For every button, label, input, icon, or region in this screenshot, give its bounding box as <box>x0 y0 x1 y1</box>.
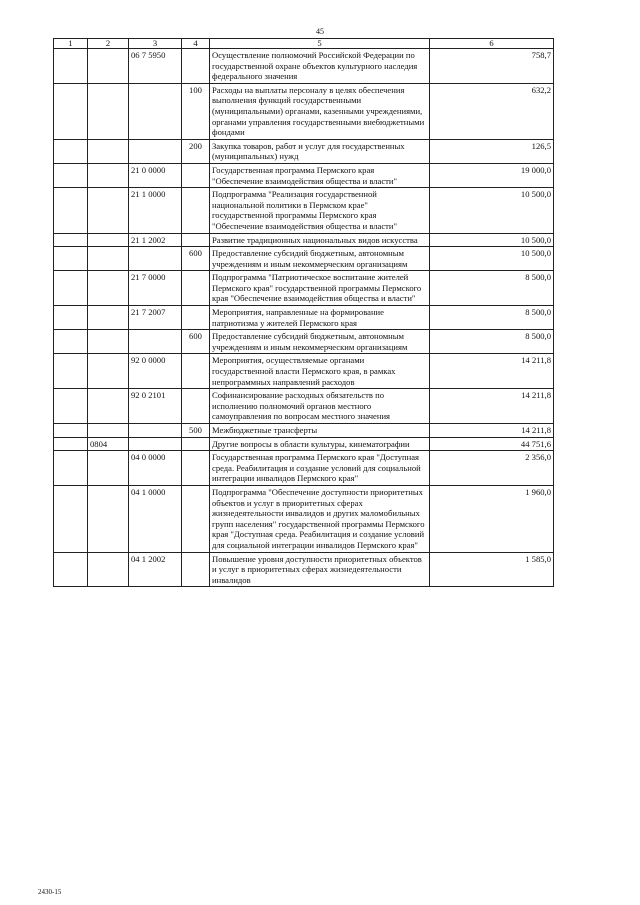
cell-c2 <box>88 139 129 163</box>
cell-c1 <box>54 233 88 247</box>
table-row <box>54 437 554 451</box>
cell-amount: 8 500,0 <box>430 330 554 354</box>
cell-description: Государственная программа Пермского края "Обеспечение взаимодействия общества и власти" <box>210 163 430 187</box>
cell-amount: 8 500,0 <box>430 306 554 330</box>
cell-target-article: 92 0 2101 <box>129 389 182 424</box>
table-row <box>54 139 554 163</box>
cell-c1 <box>54 330 88 354</box>
cell-c1 <box>54 424 88 438</box>
cell-expense-type <box>182 451 210 486</box>
table-row <box>54 271 554 306</box>
cell-c2 <box>88 163 129 187</box>
cell-expense-type <box>182 354 210 389</box>
cell-target-article <box>129 247 182 271</box>
cell-amount: 44 751,6 <box>430 437 554 451</box>
cell-expense-type <box>182 306 210 330</box>
cell-c2 <box>88 424 129 438</box>
page-number: 45 <box>316 27 324 36</box>
cell-target-article: 04 1 2002 <box>129 552 182 587</box>
document-code: 2430-15 <box>38 888 62 896</box>
cell-description: Предоставление субсидий бюджетным, автономным учреждениям и иным некоммерческим организациям <box>210 247 430 271</box>
cell-c1 <box>54 552 88 587</box>
cell-expense-type <box>182 49 210 84</box>
cell-amount: 1 960,0 <box>430 485 554 552</box>
cell-description: Подпрограмма "Обеспечение доступности приоритетных объектов и услуг в приоритетных сферах жизнедеятельности инвалидов и других маломобильных групп населения" государственной программы Пермского края "Доступная среда. Реабилитация и создание условий для социальной интеграции инвалидов Пермского края" <box>210 485 430 552</box>
cell-expense-type <box>182 163 210 187</box>
table-row <box>54 485 554 552</box>
cell-description: Софинансирование расходных обязательств по исполнению полномочий органов местного самоуправления по вопросам местного значения <box>210 389 430 424</box>
cell-amount: 14 211,8 <box>430 424 554 438</box>
cell-c2 <box>88 188 129 233</box>
table-row <box>54 83 554 139</box>
cell-expense-type <box>182 233 210 247</box>
cell-expense-type <box>182 389 210 424</box>
cell-c1 <box>54 306 88 330</box>
cell-expense-type: 200 <box>182 139 210 163</box>
cell-expense-type <box>182 485 210 552</box>
cell-amount: 14 211,8 <box>430 389 554 424</box>
budget-table <box>53 38 554 587</box>
cell-c2 <box>88 233 129 247</box>
cell-target-article <box>129 330 182 354</box>
cell-c2 <box>88 49 129 84</box>
cell-c1 <box>54 163 88 187</box>
cell-c1 <box>54 389 88 424</box>
table-row <box>54 424 554 438</box>
cell-amount: 10 500,0 <box>430 233 554 247</box>
table-header-row <box>54 39 554 49</box>
column-header: 5 <box>210 39 430 49</box>
cell-c2 <box>88 485 129 552</box>
cell-expense-type: 100 <box>182 83 210 139</box>
cell-c1 <box>54 139 88 163</box>
cell-amount: 126,5 <box>430 139 554 163</box>
cell-target-article <box>129 424 182 438</box>
cell-description: Государственная программа Пермского края "Доступная среда. Реабилитация и создание условий для социальной интеграции инвалидов Пермского края" <box>210 451 430 486</box>
cell-c2 <box>88 330 129 354</box>
table-row <box>54 188 554 233</box>
cell-c1 <box>54 437 88 451</box>
table-row <box>54 354 554 389</box>
cell-description: Предоставление субсидий бюджетным, автономным учреждениям и иным некоммерческим организациям <box>210 330 430 354</box>
cell-target-article <box>129 83 182 139</box>
cell-c2 <box>88 306 129 330</box>
cell-c2 <box>88 354 129 389</box>
cell-c2 <box>88 451 129 486</box>
column-header: 3 <box>129 39 182 49</box>
cell-c2 <box>88 247 129 271</box>
table-row <box>54 389 554 424</box>
cell-expense-type: 600 <box>182 247 210 271</box>
cell-target-article: 92 0 0000 <box>129 354 182 389</box>
cell-c1 <box>54 188 88 233</box>
table-row <box>54 163 554 187</box>
cell-expense-type <box>182 437 210 451</box>
cell-section-code: 0804 <box>88 437 129 451</box>
cell-c2 <box>88 271 129 306</box>
cell-amount: 2 356,0 <box>430 451 554 486</box>
cell-amount: 8 500,0 <box>430 271 554 306</box>
cell-c1 <box>54 83 88 139</box>
table-row <box>54 247 554 271</box>
column-header: 1 <box>54 39 88 49</box>
cell-description: Закупка товаров, работ и услуг для государственных (муниципальных) нужд <box>210 139 430 163</box>
cell-c1 <box>54 271 88 306</box>
cell-amount: 1 585,0 <box>430 552 554 587</box>
cell-amount: 10 500,0 <box>430 188 554 233</box>
cell-c2 <box>88 389 129 424</box>
table-row <box>54 330 554 354</box>
cell-c1 <box>54 354 88 389</box>
table-row <box>54 451 554 486</box>
cell-description: Расходы на выплаты персоналу в целях обеспечения выполнения функций государственными (муниципальными) органами, казенными учреждениями, органами управления государственными внебюджетными фондами <box>210 83 430 139</box>
cell-amount: 14 211,8 <box>430 354 554 389</box>
cell-description: Повышение уровня доступности приоритетных объектов и услуг в приоритетных сферах жизнедеятельности инвалидов <box>210 552 430 587</box>
cell-c2 <box>88 83 129 139</box>
cell-expense-type: 600 <box>182 330 210 354</box>
cell-description: Мероприятия, направленные на формирование патриотизма у жителей Пермского края <box>210 306 430 330</box>
cell-c1 <box>54 485 88 552</box>
cell-description: Мероприятия, осуществляемые органами государственной власти Пермского края, в рамках непрограммных направлений расходов <box>210 354 430 389</box>
cell-target-article <box>129 139 182 163</box>
table-row <box>54 306 554 330</box>
cell-amount: 10 500,0 <box>430 247 554 271</box>
cell-description: Межбюджетные трансферты <box>210 424 430 438</box>
cell-description: Осуществление полномочий Российской Федерации по государственной охране объектов культурного наследия федерального значения <box>210 49 430 84</box>
column-header: 2 <box>88 39 129 49</box>
cell-expense-type: 500 <box>182 424 210 438</box>
cell-expense-type <box>182 188 210 233</box>
cell-c1 <box>54 451 88 486</box>
table-row <box>54 233 554 247</box>
cell-amount: 632,2 <box>430 83 554 139</box>
cell-target-article: 21 7 2007 <box>129 306 182 330</box>
cell-target-article <box>129 437 182 451</box>
table-row <box>54 552 554 587</box>
cell-target-article: 06 7 5950 <box>129 49 182 84</box>
cell-description: Подпрограмма "Патриотическое воспитание жителей Пермского края" государственной программы Пермского края "Обеспечение взаимодействия общества и власти" <box>210 271 430 306</box>
column-header: 4 <box>182 39 210 49</box>
cell-c1 <box>54 49 88 84</box>
cell-expense-type <box>182 271 210 306</box>
cell-expense-type <box>182 552 210 587</box>
cell-c1 <box>54 247 88 271</box>
cell-amount: 19 000,0 <box>430 163 554 187</box>
cell-description: Другие вопросы в области культуры, кинематографии <box>210 437 430 451</box>
cell-description: Подпрограмма "Реализация государственной национальной политики в Пермском крае" государственной программы Пермского края "Обеспечение взаимодействия общества и власти" <box>210 188 430 233</box>
cell-target-article: 21 7 0000 <box>129 271 182 306</box>
cell-amount: 758,7 <box>430 49 554 84</box>
cell-target-article: 21 1 0000 <box>129 188 182 233</box>
cell-target-article: 04 0 0000 <box>129 451 182 486</box>
cell-c2 <box>88 552 129 587</box>
cell-target-article: 04 1 0000 <box>129 485 182 552</box>
cell-target-article: 21 0 0000 <box>129 163 182 187</box>
cell-description: Развитие традиционных национальных видов искусства <box>210 233 430 247</box>
table-row <box>54 49 554 84</box>
cell-target-article: 21 1 2002 <box>129 233 182 247</box>
column-header: 6 <box>430 39 554 49</box>
